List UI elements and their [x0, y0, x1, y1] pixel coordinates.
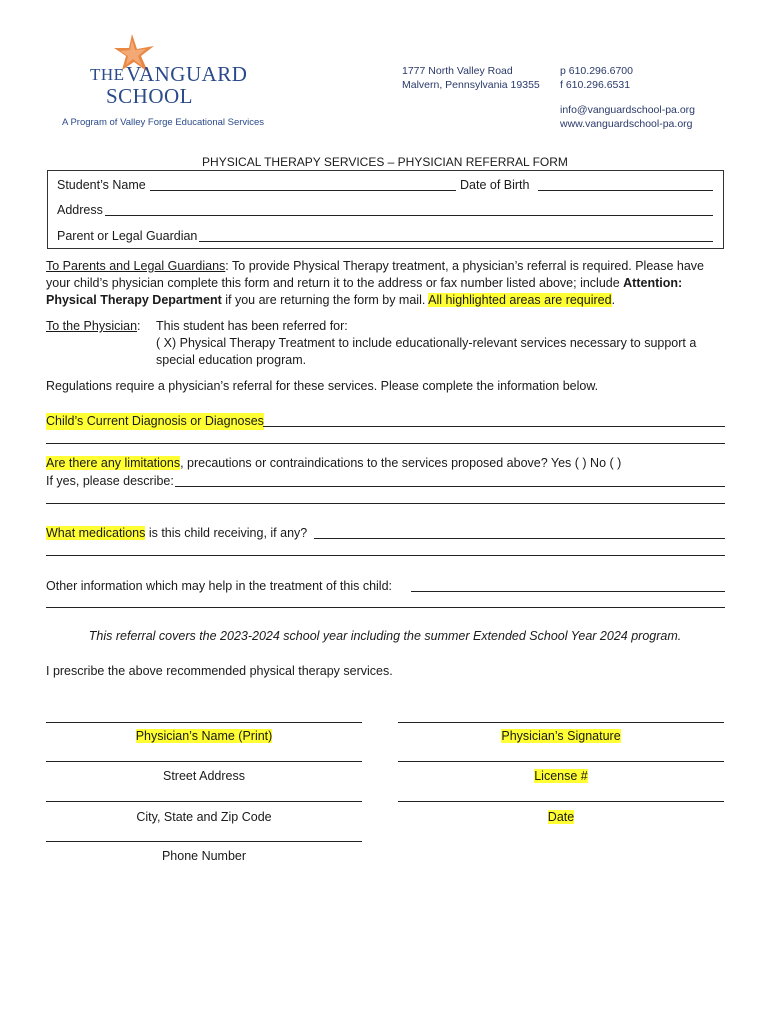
physician-referral-text: [156, 318, 726, 369]
license-label: License #: [534, 769, 588, 783]
address-label: Address: [57, 203, 103, 217]
phone-number-line[interactable]: [46, 841, 362, 842]
diagnosis-field[interactable]: [263, 426, 725, 427]
limitations-label: Are there any limitations: [46, 456, 181, 470]
date-caption: [398, 809, 724, 826]
parents-paragraph: [46, 258, 736, 309]
city-state-zip-label: City, State and Zip Code: [136, 810, 272, 824]
medications-field[interactable]: [314, 538, 725, 539]
medications-rest: is this child receiving, if any?: [145, 526, 308, 540]
limitations-rest: , precautions or contraindications to the services proposed above? Yes ( ) No ( ): [180, 456, 622, 470]
physician-name-label: Physician’s Name (Print): [135, 729, 273, 743]
other-field[interactable]: [411, 591, 725, 592]
medications-field-2[interactable]: [46, 555, 725, 556]
fax-number: f 610.296.6531: [560, 79, 631, 91]
other-field-2[interactable]: [46, 607, 725, 608]
describe-field-2[interactable]: [46, 503, 725, 504]
logo-vanguard: VANGUARD: [126, 62, 248, 86]
parents-text-2: your child’s physician complete this form and return it to the address or fax number listed above; include: [46, 276, 624, 290]
school-contact: [560, 64, 633, 92]
other-label: Other information which may help in the treatment of this child:: [46, 579, 392, 593]
street-address-label: Street Address: [163, 769, 245, 783]
physician-name-caption: [46, 728, 362, 745]
logo-tagline: A Program of Valley Forge Educational Services: [62, 117, 265, 128]
diagnosis-field-2[interactable]: [46, 443, 725, 444]
school-address: [402, 64, 540, 92]
physician-signature-label: Physician’s Signature: [501, 729, 621, 743]
parents-required: All highlighted areas are required: [428, 293, 612, 307]
guardian-label: Parent or Legal Guardian: [57, 229, 198, 243]
address-field[interactable]: [105, 215, 713, 216]
physician-text-3: special education program.: [156, 353, 307, 367]
date-label: Date: [547, 810, 575, 824]
limitations-question: [46, 455, 621, 472]
diagnosis-label: Child’s Current Diagnosis or Diagnoses: [46, 414, 264, 428]
student-name-field[interactable]: [150, 190, 456, 191]
coverage-text: This referral covers the 2023-2024 school year including the summer Extended School Year 2024 program.: [88, 629, 682, 643]
form-title: PHYSICAL THERAPY SERVICES – PHYSICIAN REFERRAL FORM: [202, 155, 568, 169]
regulations-text: Regulations require a physician’s referral for these services. Please complete the information below.: [46, 379, 599, 393]
school-logo: [88, 34, 258, 114]
school-web: [560, 103, 695, 131]
street-address-line[interactable]: [46, 761, 362, 762]
website-link[interactable]: www.vanguardschool-pa.org: [560, 118, 693, 130]
parents-period: .: [611, 293, 616, 307]
license-line[interactable]: [398, 761, 724, 762]
parents-text-1: : To provide Physical Therapy treatment, a physician’s referral is required. Please have: [225, 259, 705, 273]
medications-label: What medications: [46, 526, 146, 540]
license-caption: [398, 768, 724, 785]
physician-text-1: This student has been referred for:: [156, 319, 348, 333]
city-state-zip-line[interactable]: [46, 801, 362, 802]
phone-number: p 610.296.6700: [560, 65, 633, 77]
guardian-field[interactable]: [199, 241, 713, 242]
student-name-label: Student’s Name: [57, 178, 146, 192]
parents-dept: Physical Therapy Department: [46, 293, 222, 307]
describe-field[interactable]: [175, 486, 725, 487]
physician-heading-text: To the Physician: [46, 319, 138, 333]
physician-text-2: ( X) Physical Therapy Treatment to include educationally-relevant services necessary to support a: [156, 336, 697, 350]
physician-name-line[interactable]: [46, 722, 362, 723]
physician-signature-line[interactable]: [398, 722, 724, 723]
physician-heading: [46, 318, 141, 335]
phone-number-label: Phone Number: [161, 849, 247, 863]
logo-the: THE: [90, 65, 125, 84]
parents-heading: To Parents and Legal Guardians: [46, 259, 226, 273]
parents-text-3: if you are returning the form by mail.: [221, 293, 429, 307]
date-line[interactable]: [398, 801, 724, 802]
parents-attention: Attention:: [623, 276, 683, 290]
address-line-1: 1777 North Valley Road: [402, 65, 513, 77]
describe-label: If yes, please describe:: [46, 474, 174, 488]
physician-signature-caption: [398, 728, 724, 745]
email-link[interactable]: info@vanguardschool-pa.org: [560, 104, 695, 116]
address-line-2: Malvern, Pennsylvania 19355: [402, 79, 540, 91]
dob-label: Date of Birth: [460, 178, 530, 192]
medications-question: [46, 525, 307, 542]
prescribe-text: I prescribe the above recommended physical therapy services.: [46, 664, 393, 678]
logo-school: SCHOOL: [106, 84, 194, 108]
dob-field[interactable]: [538, 190, 713, 191]
physician-colon: :: [137, 319, 141, 333]
